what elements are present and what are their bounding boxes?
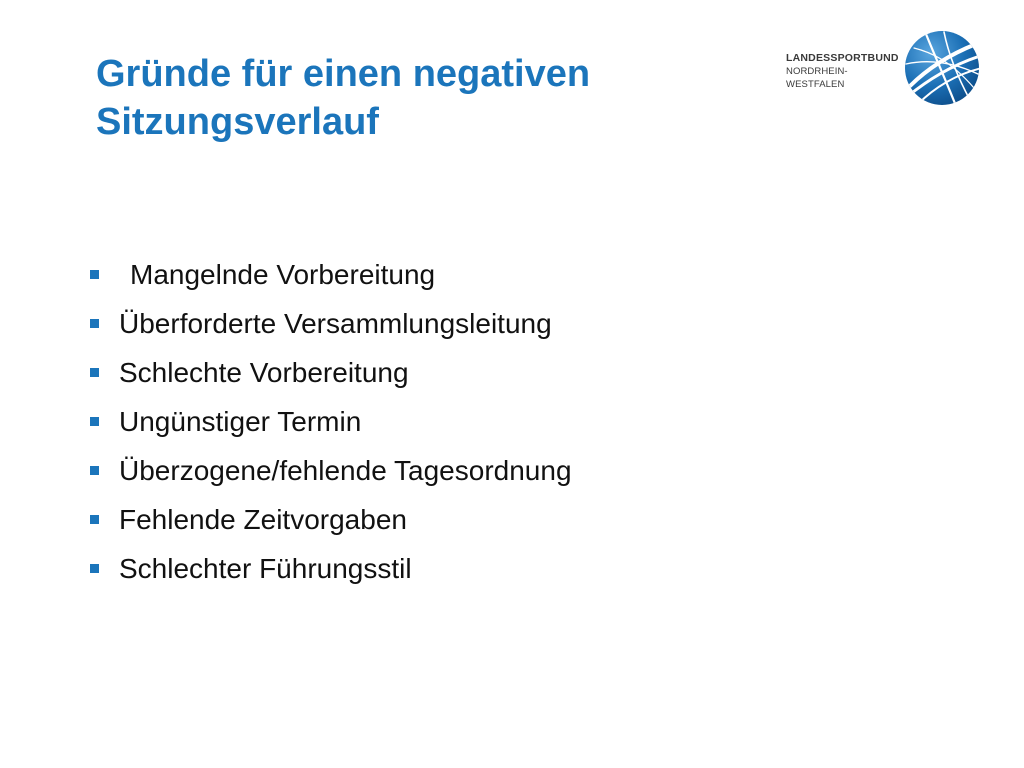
list-item bbox=[90, 348, 572, 397]
logo-line-1: LANDESSPORTBUND bbox=[786, 52, 899, 64]
slide-title bbox=[96, 50, 736, 146]
bullet-text: Schlechter Führungsstil bbox=[119, 552, 412, 584]
list-item bbox=[90, 446, 572, 495]
bullet-list bbox=[90, 250, 572, 593]
slide-title-line-2: Sitzungsverlauf bbox=[96, 101, 379, 143]
logo-line-2: NORDRHEIN-WESTFALEN bbox=[786, 66, 848, 90]
slide-title-line-1: Gründe für einen negativen bbox=[96, 53, 591, 95]
list-item bbox=[90, 544, 572, 593]
square-bullet-icon bbox=[90, 466, 99, 475]
logo-wordmark bbox=[786, 52, 898, 91]
list-item bbox=[90, 299, 572, 348]
square-bullet-icon bbox=[90, 368, 99, 377]
globe-logo-icon bbox=[904, 30, 980, 106]
organization-logo bbox=[786, 28, 984, 108]
bullet-text: Ungünstiger Termin bbox=[119, 405, 362, 437]
list-item bbox=[90, 250, 572, 299]
square-bullet-icon bbox=[90, 417, 99, 426]
list-item bbox=[90, 397, 572, 446]
square-bullet-icon bbox=[90, 319, 99, 328]
bullet-text: Fehlende Zeitvorgaben bbox=[119, 503, 407, 535]
bullet-text: Überforderte Versammlungsleitung bbox=[119, 307, 552, 339]
square-bullet-icon bbox=[90, 564, 99, 573]
bullet-text: Überzogene/fehlende Tagesordnung bbox=[119, 454, 572, 486]
bullet-text: Mangelnde Vorbereitung bbox=[130, 258, 436, 290]
list-item bbox=[90, 495, 572, 544]
bullet-text: Schlechte Vorbereitung bbox=[119, 356, 409, 388]
square-bullet-icon bbox=[90, 270, 99, 279]
square-bullet-icon bbox=[90, 515, 99, 524]
